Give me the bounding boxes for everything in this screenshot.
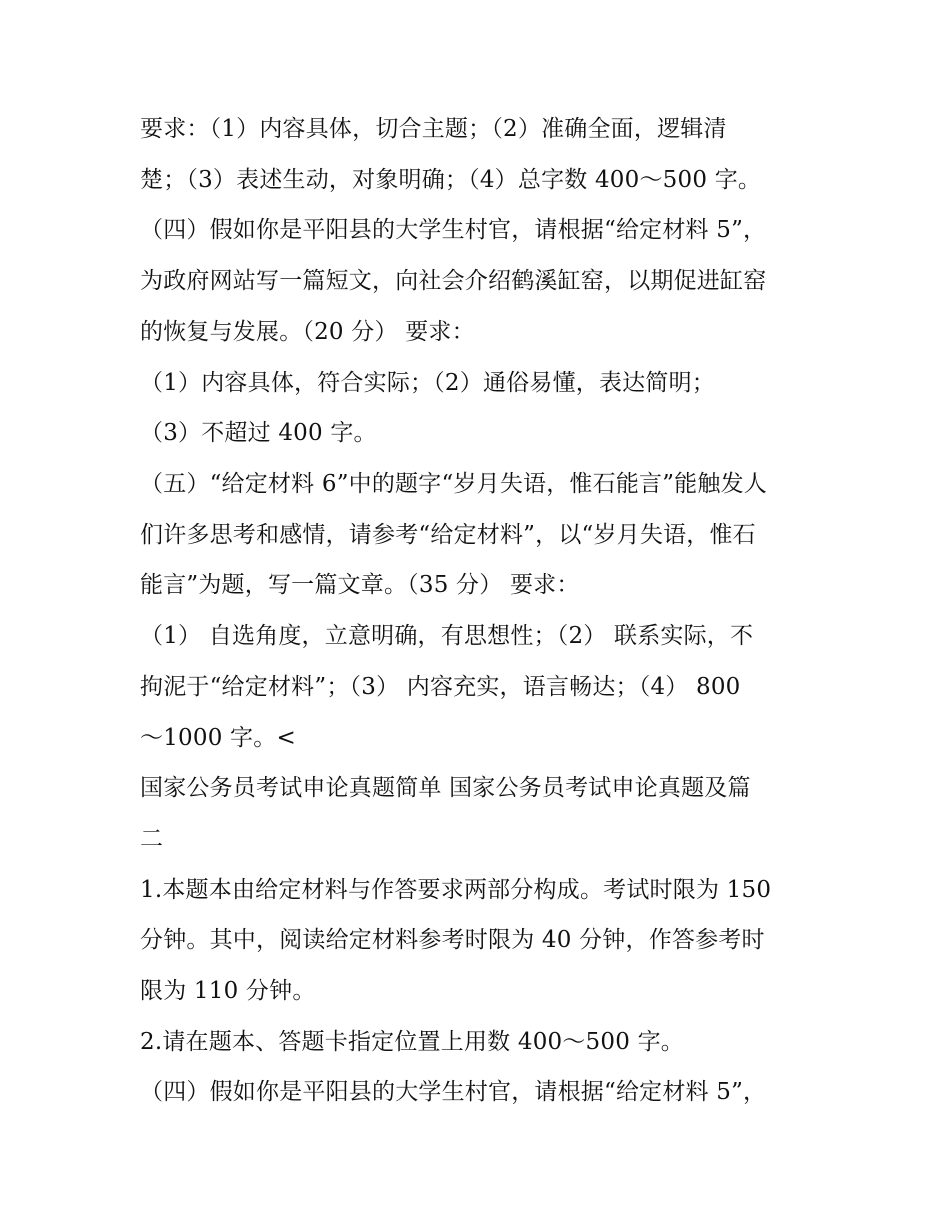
text-line: 为政府网站写一篇短文，向社会介绍鹤溪缸窑，以期促进缸窑 [140,268,767,294]
text-line: ～1000 字。< [140,725,296,751]
text-line: 能言”为题，写一篇文章。（35 分） 要求： [140,572,580,598]
text-line: 分钟。其中，阅读给定材料参考时限为 40 分钟，作答参考时 [140,927,765,953]
text-line: 2.请在题本、答题卡指定位置上用数 400～500 字。 [140,1029,684,1055]
text-line: （1） 自选角度，立意明确，有思想性；（2） 联系实际，不 [140,623,754,649]
text-line: 拘泥于“给定材料”；（3） 内容充实，语言畅达；（4） 800 [140,674,741,700]
text-line: （四）假如你是平阳县的大学生村官，请根据“给定材料 5”， [140,217,767,243]
text-line: （五）“给定材料 6”中的题字“岁月失语，惟石能言”能触发人 [140,471,767,497]
text-line: 要求：（1）内容具体，切合主题；（2）准确全面，逻辑清 [140,116,727,142]
text-line: 们许多思考和感情，请参考“给定材料”，以“岁月失语，惟石 [140,522,756,548]
text-line: （3）不超过 400 字。 [140,420,377,446]
text-line: 限为 110 分钟。 [140,978,316,1004]
text-line: 二 [140,826,164,852]
text-line: （四）假如你是平阳县的大学生村官，请根据“给定材料 5”， [140,1079,767,1105]
text-line: 1.本题本由给定材料与作答要求两部分构成。考试时限为 150 [140,877,772,903]
text-line: 楚；（3）表述生动，对象明确；（4）总字数 400～500 字。 [140,167,762,193]
text-line: 国家公务员考试申论真题简单 国家公务员考试申论真题及篇 [140,775,751,801]
text-line: 的恢复与发展。（20 分） 要求： [140,319,475,345]
text-line: （1）内容具体，符合实际；（2）通俗易懂，表达简明； [140,370,715,396]
